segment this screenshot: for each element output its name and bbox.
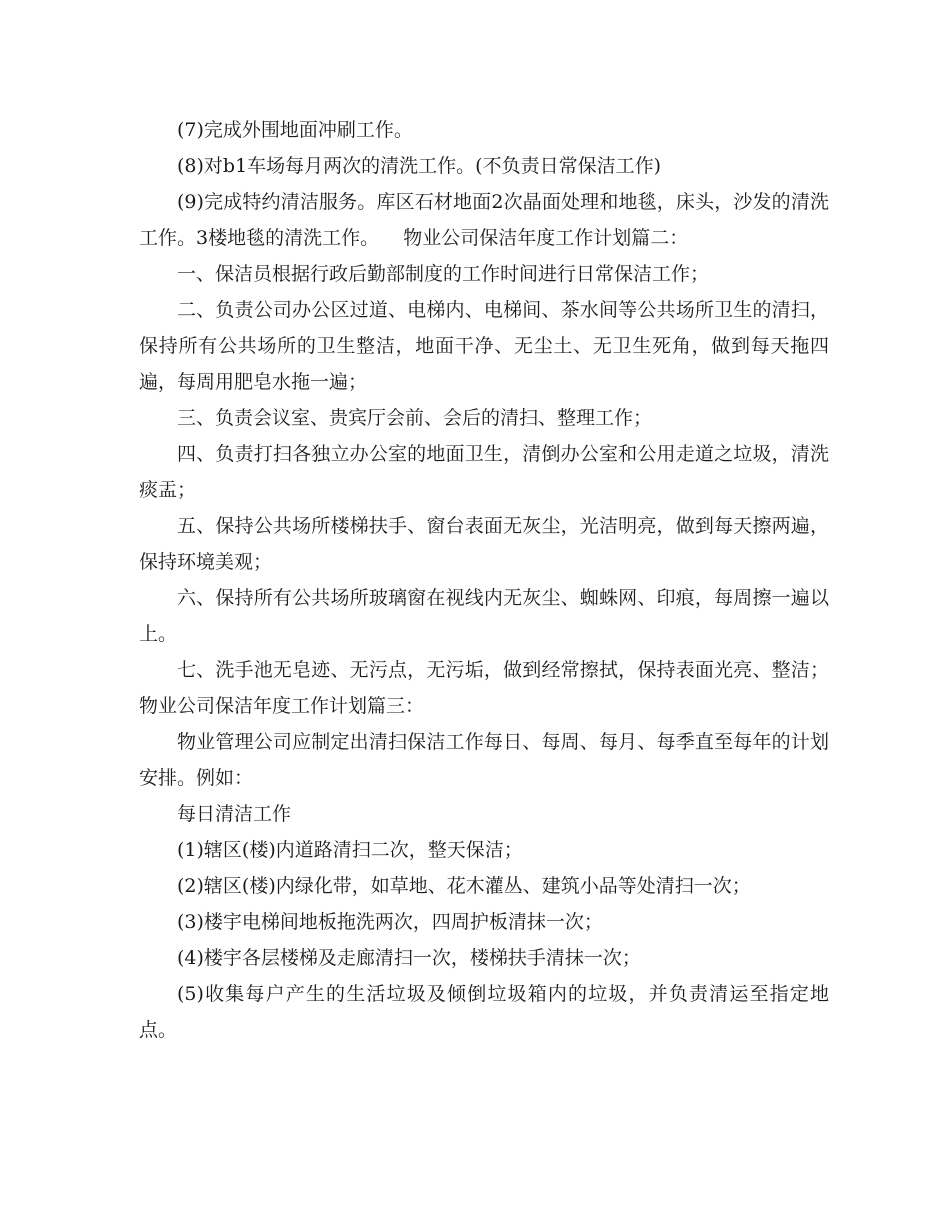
paragraph-duty-1: 一、保洁员根据行政后勤部制度的工作时间进行日常保洁工作； [177, 263, 710, 285]
paragraph-daily-3: (3)楼宇电梯间地板拖洗两次，四周护板清抹一次； [177, 911, 603, 933]
paragraph-daily-4: (4)楼宇各层楼梯及走廊清扫一次，楼梯扶手清抹一次； [177, 947, 641, 969]
paragraph-item-7: (7)完成外围地面冲刷工作。 [177, 119, 413, 141]
section-heading-daily: 每日清洁工作 [177, 803, 292, 825]
paragraph-duty-4: 四、负责打扫各独立办公室的地面卫生，清倒办公室和公用走道之垃圾，清洗痰盂； [139, 443, 829, 501]
paragraph-duty-2: 二、负责公司办公区过道、电梯内、电梯间、茶水间等公共场所卫生的清扫，保持所有公共场所的卫生整洁，地面干净、无尘土、无卫生死角，做到每天拖四遍，每周用肥皂水拖一遍； [139, 299, 829, 393]
paragraph-daily-2: (2)辖区(楼)内绿化带，如草地、花木灌丛、建筑小品等处清扫一次； [177, 875, 751, 897]
paragraph-duty-7: 七、洗手池无皂迹、无污点，无污垢，做到经常擦拭，保持表面光亮、整洁； 物业公司保洁年度工作计划篇三： [139, 659, 854, 717]
document-body [139, 112, 854, 1048]
paragraph-duty-5: 五、保持公共场所楼梯扶手、窗台表面无灰尘，光洁明亮，做到每天擦两遍，保持环境美观； [139, 515, 829, 573]
paragraph-item-8: (8)对b1车场每月两次的清洗工作。(不负责日常保洁工作) [177, 155, 661, 177]
paragraph-daily-5: (5)收集每户产生的生活垃圾及倾倒垃圾箱内的垃圾，并负责清运至指定地点。 [139, 983, 829, 1041]
paragraph-plan-intro: 物业管理公司应制定出清扫保洁工作每日、每周、每月、每季直至每年的计划安排。例如： [139, 731, 829, 789]
paragraph-daily-1: (1)辖区(楼)内道路清扫二次，整天保洁； [177, 839, 523, 861]
paragraph-duty-6: 六、保持所有公共场所玻璃窗在视线内无灰尘、蜘蛛网、印痕，每周擦一遍以上。 [139, 587, 829, 645]
paragraph-duty-3: 三、负责会议室、贵宾厅会前、会后的清扫、整理工作； [177, 407, 653, 429]
paragraph-item-9: (9)完成特约清洁服务。库区石材地面2次晶面处理和地毯，床头，沙发的清洗工作。3楼地毯的清洗工作。 物业公司保洁年度工作计划篇二： [139, 191, 829, 249]
